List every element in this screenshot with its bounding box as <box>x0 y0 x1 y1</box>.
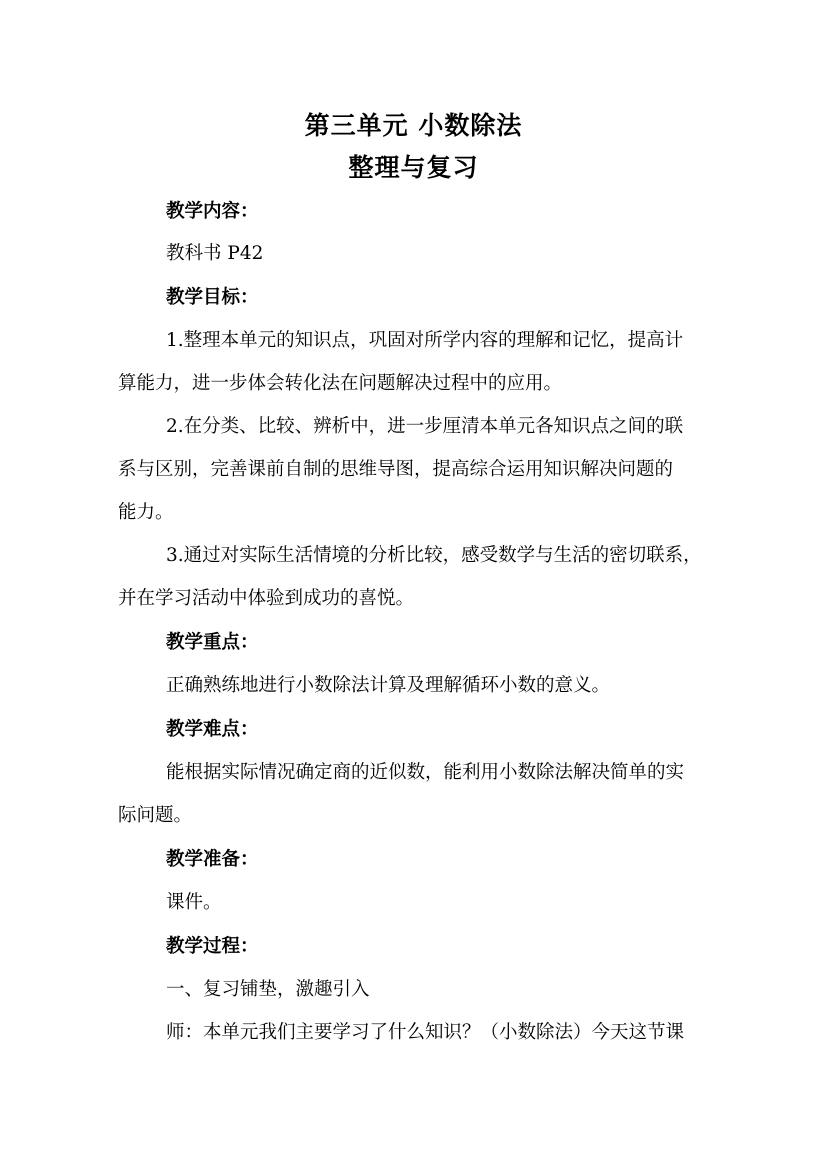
goal-2-line-2: 系与区别，完善课前自制的思维导图，提高综合运用知识解决问题的 <box>118 459 674 480</box>
goal-2-line-1: 2.在分类、比较、辨析中，进一步厘清本单元各知识点之间的联 <box>166 416 684 437</box>
key-points-text: 正确熟练地进行小数除法计算及理解循环小数的意义。 <box>166 675 611 696</box>
difficulty-line-1: 能根据实际情况确定商的近似数，能利用小数除法解决简单的实 <box>166 762 685 783</box>
preparation-heading: 教学准备： <box>166 849 259 870</box>
document-subtitle: 整理与复习 <box>348 153 479 182</box>
goals-heading: 教学目标： <box>166 287 259 308</box>
document-title: 第三单元 小数除法 <box>304 111 523 140</box>
content-text: 教科书 P42 <box>166 243 264 264</box>
difficulty-line-2: 际问题。 <box>118 805 193 826</box>
goal-1-line-1: 1.整理本单元的知识点，巩固对所学内容的理解和记忆，提高计 <box>166 330 684 351</box>
preparation-text: 课件。 <box>166 892 222 913</box>
step-1-text: 师：本单元我们主要学习了什么知识？（小数除法）今天这节课 <box>166 1022 685 1043</box>
goal-3-line-1: 3.通过对实际生活情境的分析比较，感受数学与生活的密切联系， <box>166 545 702 566</box>
step-1-title: 一、复习铺垫，激趣引入 <box>166 979 370 1000</box>
content-heading: 教学内容： <box>166 201 259 222</box>
goal-2-line-3: 能力。 <box>118 502 174 523</box>
goal-1-line-2: 算能力，进一步体会转化法在问题解决过程中的应用。 <box>118 373 563 394</box>
difficulty-heading: 教学难点： <box>166 719 259 740</box>
process-heading: 教学过程： <box>166 936 259 957</box>
key-points-heading: 教学重点： <box>166 632 259 653</box>
goal-3-line-2: 并在学习活动中体验到成功的喜悦。 <box>118 588 415 609</box>
